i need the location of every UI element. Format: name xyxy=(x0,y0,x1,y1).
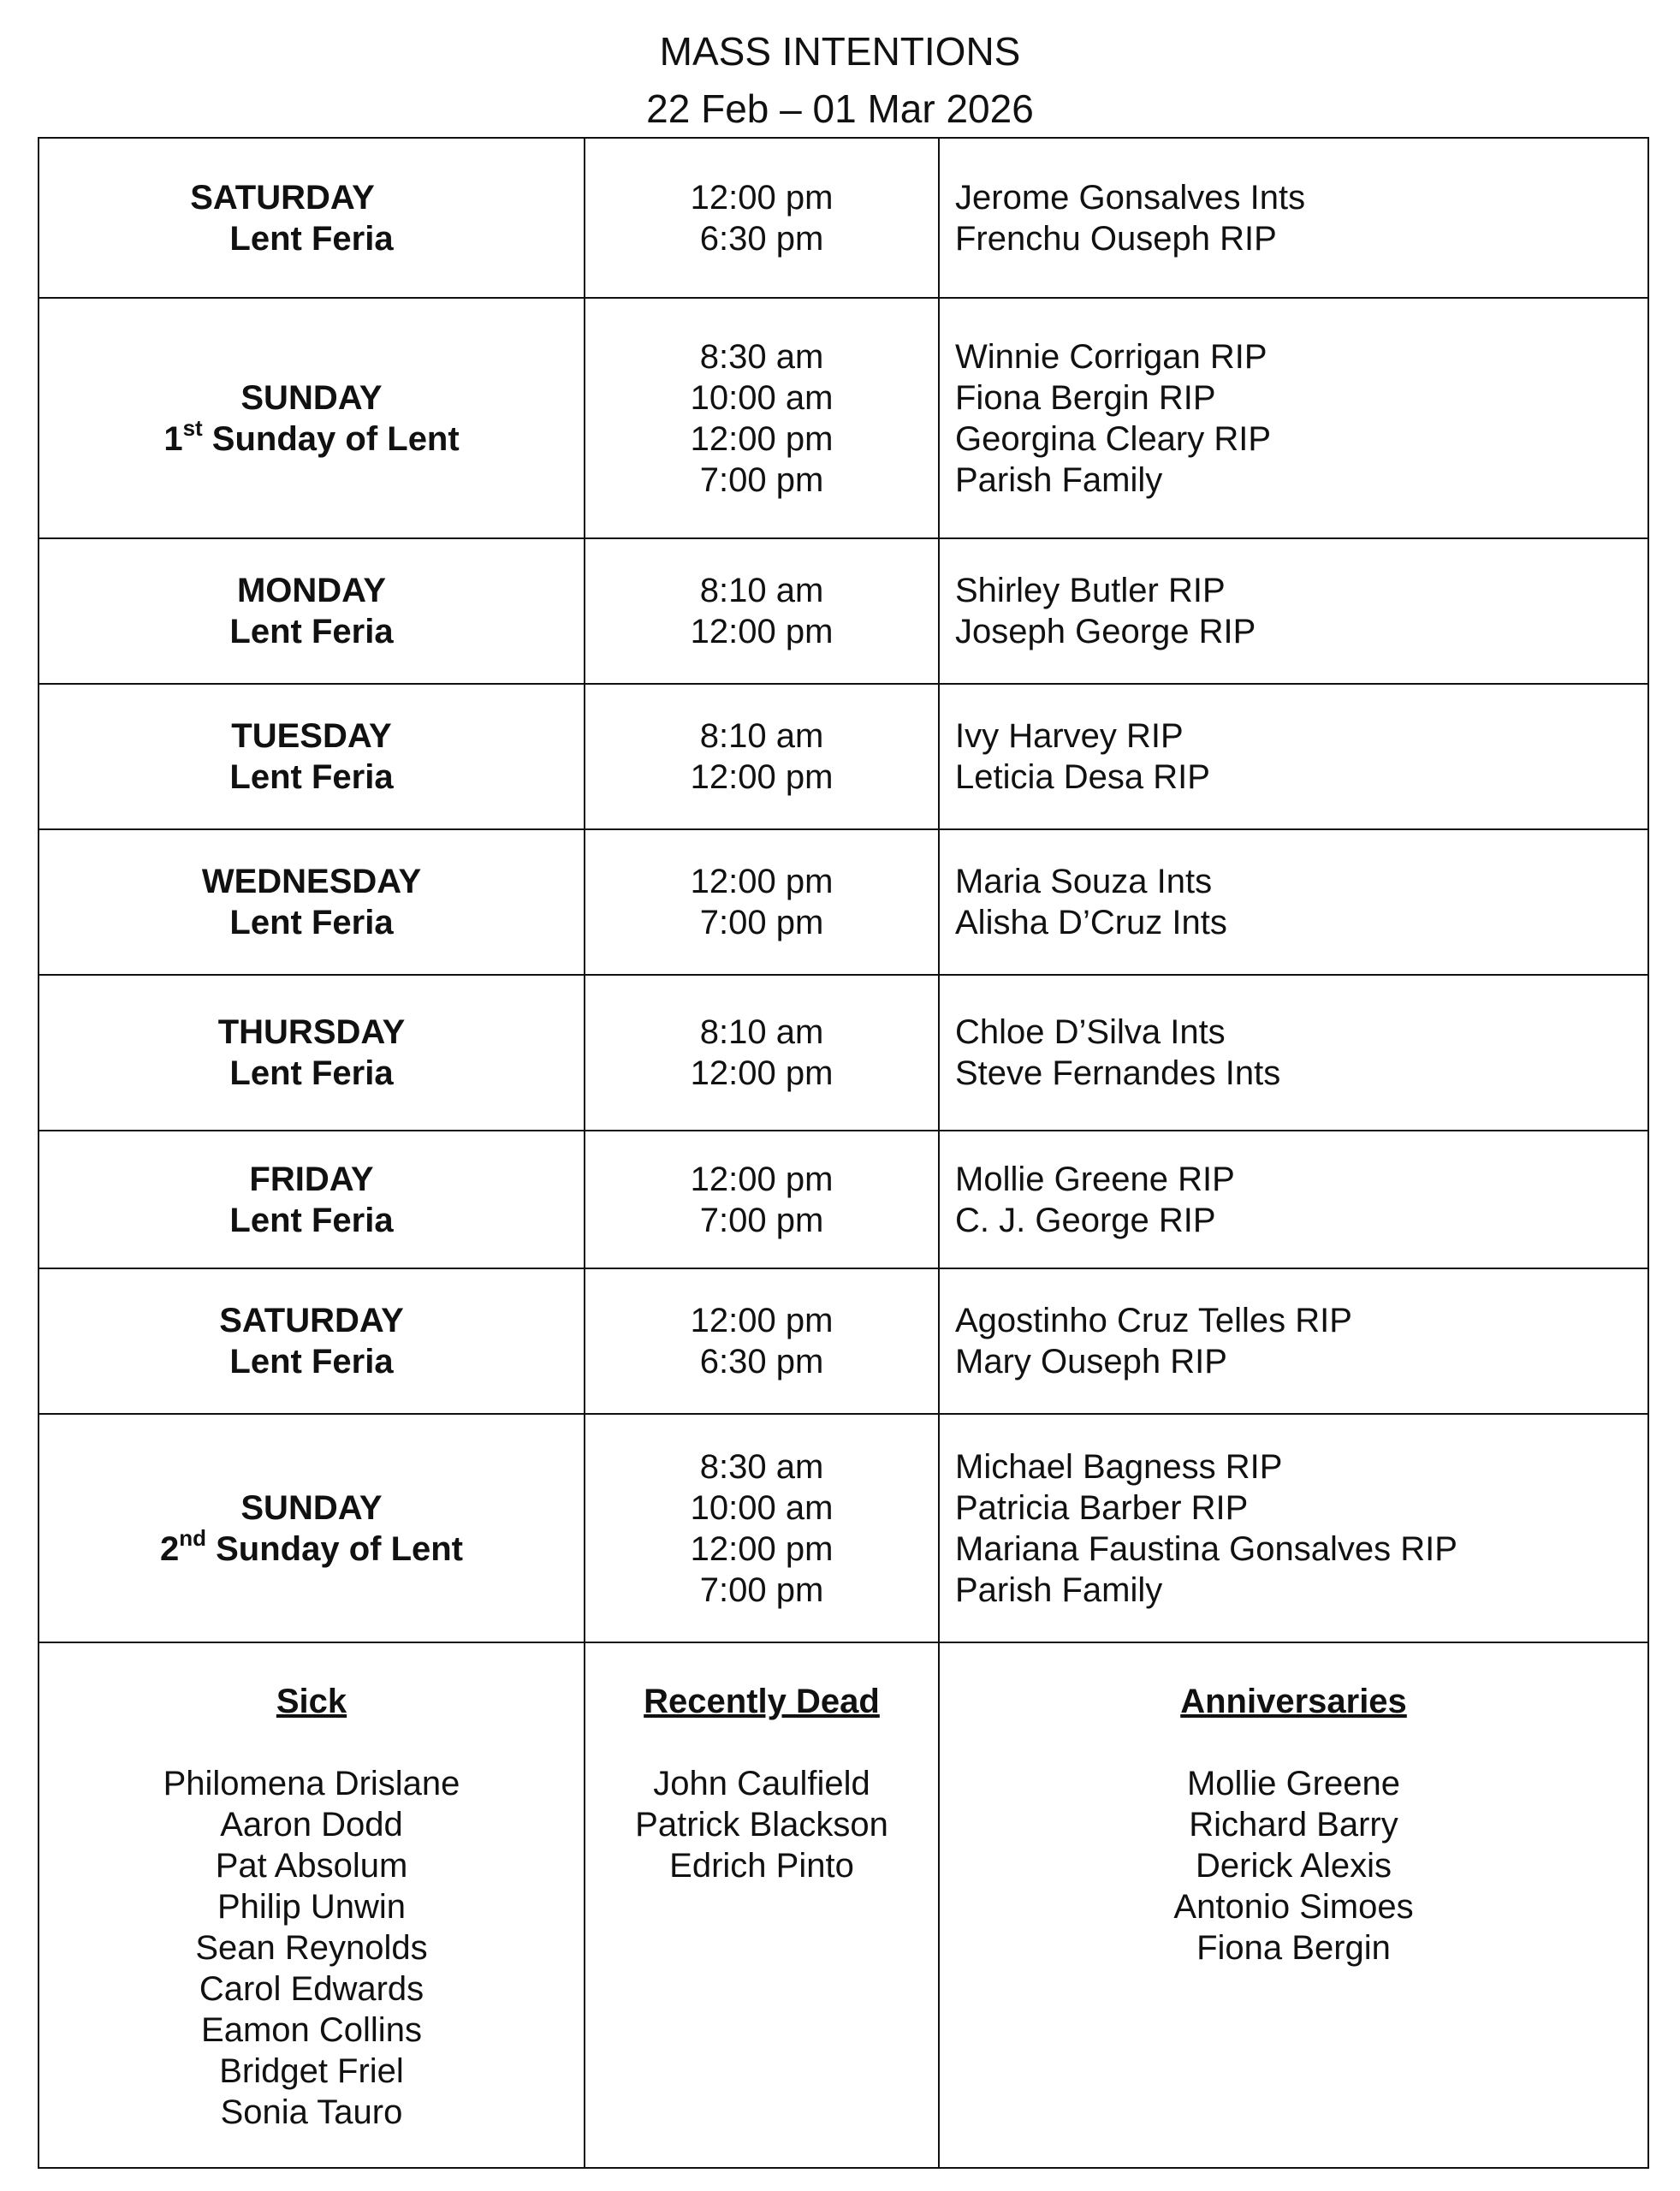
intention: Agostinho Cruz Telles RIP xyxy=(955,1302,1352,1339)
mass-time: 7:00 pm xyxy=(699,904,824,941)
day-cell xyxy=(39,829,585,975)
intention: Ivy Harvey RIP xyxy=(955,717,1184,755)
intention-cell xyxy=(939,1414,1648,1642)
intention-cell xyxy=(939,829,1648,975)
mass-time: 10:00 am xyxy=(690,1488,834,1527)
intention-cell xyxy=(939,538,1648,684)
feast-ordinal: nd xyxy=(179,1525,206,1552)
intention: C. J. George RIP xyxy=(955,1201,1216,1239)
mass-time: 12:00 pm xyxy=(690,758,834,796)
feast-rest: Sunday of Lent xyxy=(202,419,460,458)
mass-time: 6:30 pm xyxy=(699,219,824,258)
sick-heading: Sick xyxy=(276,1683,347,1720)
table-row xyxy=(39,298,1648,538)
intention: Alisha D’Cruz Ints xyxy=(955,904,1227,941)
table-row xyxy=(39,1131,1648,1268)
time-cell xyxy=(585,1268,939,1414)
mass-time: 8:10 am xyxy=(699,1013,824,1051)
mass-time: 12:00 pm xyxy=(690,613,834,650)
list-item: Philip Unwin xyxy=(217,1888,407,1926)
list-item: Sonia Tauro xyxy=(220,2093,403,2131)
table-row xyxy=(39,538,1648,684)
list-item: Mollie Greene xyxy=(1186,1765,1400,1802)
intention: Frenchu Ouseph RIP xyxy=(955,219,1277,258)
mass-time: 8:30 am xyxy=(699,337,824,376)
intention: Michael Bagness RIP xyxy=(955,1447,1283,1486)
mass-time: 12:00 pm xyxy=(690,863,834,900)
feast-name: Lent Feria xyxy=(229,1054,394,1092)
feast-name: Lent Feria xyxy=(229,904,394,941)
table-row xyxy=(39,975,1648,1131)
time-cell xyxy=(585,1131,939,1268)
mass-time: 7:00 pm xyxy=(699,1201,824,1239)
feast-name: Lent Feria xyxy=(229,758,394,796)
list-item: Bridget Friel xyxy=(219,2052,404,2090)
table-row xyxy=(39,829,1648,975)
intention: Shirley Butler RIP xyxy=(955,572,1226,609)
time-cell xyxy=(585,538,939,684)
mass-intentions-table xyxy=(38,137,1649,2169)
intention-cell xyxy=(939,138,1648,298)
list-item: Philomena Drislane xyxy=(163,1765,460,1802)
intention: Mariana Faustina Gonsalves RIP xyxy=(955,1529,1457,1568)
mass-time: 7:00 pm xyxy=(699,460,824,499)
day-name: SATURDAY xyxy=(190,178,375,217)
mass-time: 7:00 pm xyxy=(699,1571,824,1609)
day-cell xyxy=(39,538,585,684)
intention: Patricia Barber RIP xyxy=(955,1488,1249,1527)
list-item: Pat Absolum xyxy=(215,1847,408,1885)
day-name: WEDNESDAY xyxy=(201,863,422,900)
feast-name xyxy=(39,1525,584,1570)
list-item: Fiona Bergin xyxy=(1196,1929,1391,1967)
intention: Parish Family xyxy=(955,460,1163,499)
time-cell xyxy=(585,1414,939,1642)
day-cell xyxy=(39,1268,585,1414)
mass-time: 12:00 pm xyxy=(690,1160,834,1198)
list-item: Carol Edwards xyxy=(199,1970,424,2008)
day-cell xyxy=(39,1414,585,1642)
time-cell xyxy=(585,975,939,1131)
day-cell xyxy=(39,1131,585,1268)
table-row xyxy=(39,138,1648,298)
day-name: SATURDAY xyxy=(219,1302,404,1339)
day-name: TUESDAY xyxy=(231,717,392,755)
feast-number: 1 xyxy=(163,419,183,458)
intention: Georgina Cleary RIP xyxy=(955,419,1272,458)
footer-row xyxy=(39,1642,1648,2168)
page-title: MASS INTENTIONS xyxy=(659,29,1021,74)
mass-time: 8:10 am xyxy=(699,717,824,755)
time-cell xyxy=(585,684,939,829)
list-item: Eamon Collins xyxy=(201,2011,422,2049)
mass-time: 8:30 am xyxy=(699,1447,824,1486)
day-name: THURSDAY xyxy=(217,1013,406,1051)
intention-cell xyxy=(939,298,1648,538)
intention: Steve Fernandes Ints xyxy=(955,1054,1281,1092)
feast-rest: Sunday of Lent xyxy=(206,1529,463,1568)
list-item: Sean Reynolds xyxy=(195,1929,428,1967)
day-name: SUNDAY xyxy=(240,1488,383,1527)
feast-name: Lent Feria xyxy=(229,1201,394,1239)
feast-ordinal: st xyxy=(182,415,203,442)
time-cell xyxy=(585,829,939,975)
table-row xyxy=(39,684,1648,829)
recently-dead-heading: Recently Dead xyxy=(644,1683,880,1720)
feast-number: 2 xyxy=(159,1529,180,1568)
list-item: Patrick Blackson xyxy=(635,1806,888,1844)
mass-time: 6:30 pm xyxy=(699,1343,824,1381)
anniversaries-heading: Anniversaries xyxy=(1180,1683,1407,1720)
time-cell xyxy=(585,138,939,298)
mass-time: 12:00 pm xyxy=(690,419,834,458)
intention: Chloe D’Silva Ints xyxy=(955,1013,1226,1051)
mass-time: 12:00 pm xyxy=(690,1054,834,1092)
intention: Jerome Gonsalves Ints xyxy=(955,178,1306,217)
day-name: MONDAY xyxy=(236,572,387,609)
day-cell xyxy=(39,298,585,538)
intention-cell xyxy=(939,975,1648,1131)
intention: Parish Family xyxy=(955,1571,1163,1609)
feast-name: Lent Feria xyxy=(229,219,394,258)
intention: Fiona Bergin RIP xyxy=(955,378,1216,417)
feast-name xyxy=(39,415,584,460)
table-row xyxy=(39,1414,1648,1642)
table-row xyxy=(39,1268,1648,1414)
sick-cell xyxy=(39,1642,585,2168)
mass-time: 12:00 pm xyxy=(690,178,834,217)
day-cell xyxy=(39,138,585,298)
list-item: Aaron Dodd xyxy=(220,1806,403,1844)
feast-name: Lent Feria xyxy=(229,1343,394,1381)
day-name: FRIDAY xyxy=(249,1160,374,1198)
intention: Leticia Desa RIP xyxy=(955,758,1210,796)
mass-time: 10:00 am xyxy=(690,378,834,417)
day-cell xyxy=(39,975,585,1131)
intention: Mollie Greene RIP xyxy=(955,1160,1235,1198)
list-item: John Caulfield xyxy=(653,1765,870,1802)
intention: Winnie Corrigan RIP xyxy=(955,337,1267,376)
intention: Maria Souza Ints xyxy=(955,863,1213,900)
list-item: Edrich Pinto xyxy=(669,1847,854,1885)
intention: Joseph George RIP xyxy=(955,613,1256,650)
day-cell xyxy=(39,684,585,829)
day-name: SUNDAY xyxy=(240,378,383,417)
list-item: Derick Alexis xyxy=(1196,1847,1392,1885)
list-item: Richard Barry xyxy=(1189,1806,1398,1844)
intention-cell xyxy=(939,1268,1648,1414)
date-range: 22 Feb – 01 Mar 2026 xyxy=(646,86,1034,131)
intention: Mary Ouseph RIP xyxy=(955,1343,1227,1381)
intention-cell xyxy=(939,684,1648,829)
feast-name: Lent Feria xyxy=(229,613,394,650)
mass-time: 12:00 pm xyxy=(690,1302,834,1339)
intention-cell xyxy=(939,1131,1648,1268)
mass-time: 12:00 pm xyxy=(690,1529,834,1568)
mass-time: 8:10 am xyxy=(699,572,824,609)
recently-dead-cell xyxy=(585,1642,939,2168)
time-cell xyxy=(585,298,939,538)
list-item: Antonio Simoes xyxy=(1173,1888,1414,1926)
anniversaries-cell xyxy=(939,1642,1648,2168)
